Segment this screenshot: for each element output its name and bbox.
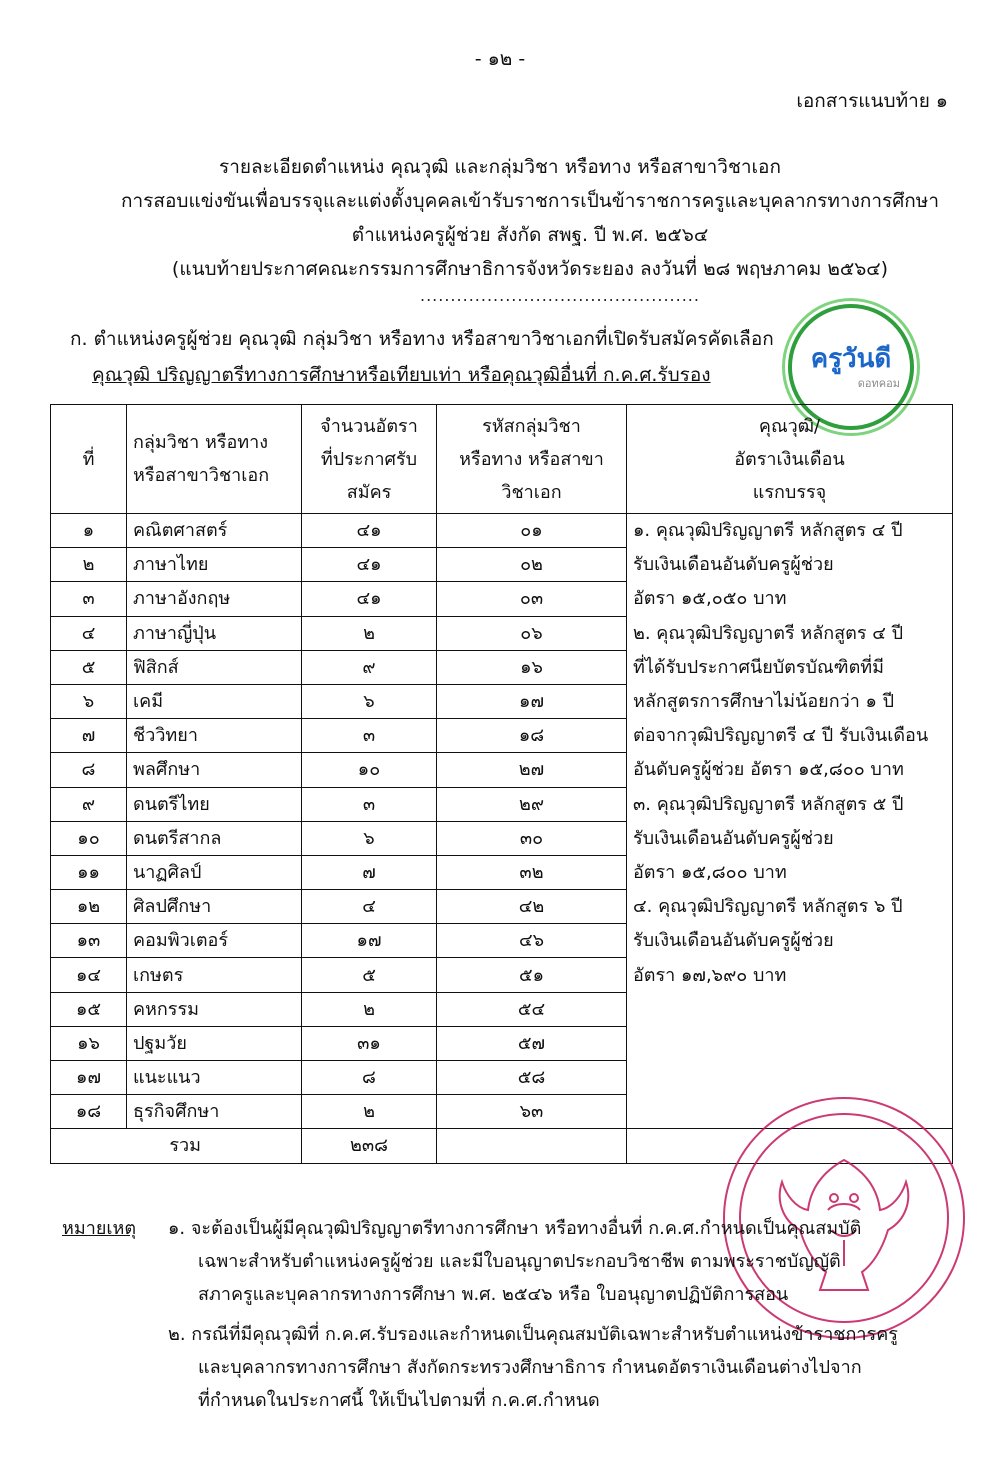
row-number: ๕ (51, 650, 127, 684)
row-vacancy-count: ๑๗ (302, 924, 437, 958)
row-number: ๑๔ (51, 958, 127, 992)
row-subject-code: ๕๑ (437, 958, 627, 992)
row-number: ๑๒ (51, 890, 127, 924)
row-subject-code: ๕๗ (437, 1026, 627, 1060)
header-count-line: จำนวนอัตรา (320, 415, 418, 437)
header-qualification (627, 405, 953, 514)
document-title (0, 150, 1000, 286)
row-number: ๑๐ (51, 821, 127, 855)
row-subject-code: ๑๗ (437, 684, 627, 718)
row-subject-group: ภาษาไทย (127, 548, 302, 582)
row-number: ๒ (51, 548, 127, 582)
row-subject-group: แนะแนว (127, 1061, 302, 1095)
row-subject-group: ดนตรีสากล (127, 821, 302, 855)
row-subject-code: ๕๔ (437, 992, 627, 1026)
attachment-label: เอกสารแนบท้าย ๑ (796, 90, 948, 112)
title-line-2: การสอบแข่งขันเพื่อบรรจุและแต่งตั้งบุคคลเข้ารับราชการเป็นข้าราชการครูและบุคลากรทางการศึกษา (121, 190, 939, 212)
header-count (302, 405, 437, 514)
row-number: ๑ (51, 514, 127, 548)
logo-sub-text: ดอทคอม (857, 377, 900, 390)
row-subject-code: ๓๒ (437, 855, 627, 889)
row-vacancy-count: ๓ (302, 787, 437, 821)
row-subject-code: ๔๒ (437, 890, 627, 924)
row-number: ๑๖ (51, 1026, 127, 1060)
row-qualification: ที่ได้รับประกาศนียบัตรบัณฑิตที่มี (627, 650, 953, 684)
row-subject-code: ๔๖ (437, 924, 627, 958)
row-number: ๑๘ (51, 1095, 127, 1129)
row-subject-code: ๐๒ (437, 548, 627, 582)
table-row (51, 1026, 953, 1060)
row-subject-group: เกษตร (127, 958, 302, 992)
header-code-line: วิชาเอก (501, 481, 562, 503)
note-line: สภาครูและบุคลากรทางการศึกษา พ.ศ. ๒๕๔๖ หรือ ใบอนุญาตปฏิบัติการสอน (198, 1284, 789, 1305)
note-line: ที่กำหนดในประกาศนี้ ให้เป็นไปตามที่ ก.ค.ศ.กำหนด (198, 1390, 600, 1411)
row-vacancy-count: ๖ (302, 684, 437, 718)
title-line-4: (แนบท้ายประกาศคณะกรรมการศึกษาธิการจังหวัดระยอง ลงวันที่ ๒๘ พฤษภาคม ๒๕๖๔) (171, 258, 889, 280)
row-vacancy-count: ๔๑ (302, 514, 437, 548)
row-subject-group: ภาษาอังกฤษ (127, 582, 302, 616)
row-qualification: รับเงินเดือนอันดับครูผู้ช่วย (627, 924, 953, 958)
table-row (51, 787, 953, 821)
row-subject-code: ๑๖ (437, 650, 627, 684)
row-vacancy-count: ๔๑ (302, 582, 437, 616)
header-code (437, 405, 627, 514)
row-number: ๑๓ (51, 924, 127, 958)
row-subject-code: ๑๘ (437, 719, 627, 753)
table-row (51, 616, 953, 650)
row-subject-group: นาฏศิลป์ (127, 855, 302, 889)
table-row (51, 719, 953, 753)
table-row (51, 684, 953, 718)
row-subject-group: เคมี (127, 684, 302, 718)
row-vacancy-count: ๒ (302, 1095, 437, 1129)
row-subject-code: ๐๖ (437, 616, 627, 650)
table-row (51, 753, 953, 787)
row-qualification: อันดับครูผู้ช่วย อัตรา ๑๕,๘๐๐ บาท (627, 753, 953, 787)
row-qualification (627, 992, 953, 1026)
row-subject-code: ๖๓ (437, 1095, 627, 1129)
header-count-line: สมัคร (346, 481, 392, 503)
row-qualification: ๒. คุณวุฒิปริญญาตรี หลักสูตร ๔ ปี (627, 616, 953, 650)
row-vacancy-count: ๓ (302, 719, 437, 753)
total-label: รวม (51, 1129, 302, 1163)
row-number: ๙ (51, 787, 127, 821)
header-code-line: รหัสกลุ่มวิชา (482, 415, 581, 437)
table-row (51, 924, 953, 958)
header-qual-line: อัตราเงินเดือน (734, 448, 845, 470)
table-row (51, 958, 953, 992)
header-qual-line: แรกบรรจุ (752, 481, 827, 503)
note-item-1 (168, 1212, 938, 1311)
row-subject-group: ฟิสิกส์ (127, 650, 302, 684)
qualification-heading: คุณวุฒิ ปริญญาตรีทางการศึกษาหรือเทียบเท่า หรือคุณวุฒิอื่นที่ ก.ค.ศ.รับรอง (92, 364, 711, 386)
row-subject-code: ๐๓ (437, 582, 627, 616)
row-subject-group: คณิตศาสตร์ (127, 514, 302, 548)
row-vacancy-count: ๙ (302, 650, 437, 684)
notes-label: หมายเหตุ (62, 1218, 137, 1239)
table-row (51, 650, 953, 684)
table-row (51, 992, 953, 1026)
row-vacancy-count: ๑๐ (302, 753, 437, 787)
page-number: - ๑๒ - (474, 48, 526, 70)
row-qualification: อัตรา ๑๕,๘๐๐ บาท (627, 855, 953, 889)
row-qualification: ๔. คุณวุฒิปริญญาตรี หลักสูตร ๖ ปี (627, 890, 953, 924)
row-subject-group: ธุรกิจศึกษา (127, 1095, 302, 1129)
row-number: ๖ (51, 684, 127, 718)
table-row (51, 548, 953, 582)
row-qualification: รับเงินเดือนอันดับครูผู้ช่วย (627, 821, 953, 855)
row-subject-group: ชีววิทยา (127, 719, 302, 753)
header-group-line: กลุ่มวิชา หรือทาง (133, 432, 269, 453)
positions-table (50, 404, 953, 1164)
row-qualification: รับเงินเดือนอันดับครูผู้ช่วย (627, 548, 953, 582)
row-qualification: หลักสูตรการศึกษาไม่น้อยกว่า ๑ ปี (627, 684, 953, 718)
row-qualification: ๓. คุณวุฒิปริญญาตรี หลักสูตร ๕ ปี (627, 787, 953, 821)
row-subject-code: ๐๑ (437, 514, 627, 548)
header-qual-line: คุณวุฒิ/ (758, 415, 821, 437)
row-qualification (627, 1026, 953, 1060)
table-header-row (51, 405, 953, 514)
row-vacancy-count: ๗ (302, 855, 437, 889)
row-vacancy-count: ๒ (302, 616, 437, 650)
note-line: ๑. จะต้องเป็นผู้มีคุณวุฒิปริญญาตรีทางการศึกษา หรือทางอื่นที่ ก.ค.ศ.กำหนดเป็นคุณสมบัติ (168, 1218, 862, 1239)
row-qualification: ต่อจากวุฒิปริญญาตรี ๔ ปี รับเงินเดือน (627, 719, 953, 753)
row-number: ๑๑ (51, 855, 127, 889)
table-row (51, 890, 953, 924)
total-value: ๒๓๘ (302, 1129, 437, 1163)
row-number: ๗ (51, 719, 127, 753)
row-number: ๔ (51, 616, 127, 650)
row-qualification: อัตรา ๑๗,๖๙๐ บาท (627, 958, 953, 992)
note-line: เฉพาะสำหรับตำแหน่งครูผู้ช่วย และมีใบอนุญาตประกอบวิชาชีพ ตามพระราชบัญญัติ (198, 1251, 841, 1272)
row-vacancy-count: ๒ (302, 992, 437, 1026)
section-heading: ก. ตำแหน่งครูผู้ช่วย คุณวุฒิ กลุ่มวิชา หรือทาง หรือสาขาวิชาเอกที่เปิดรับสมัครคัดเลือก (70, 328, 774, 350)
table-row (51, 821, 953, 855)
note-item-2 (168, 1318, 938, 1417)
separator-dots: .............................................. (420, 286, 700, 305)
row-vacancy-count: ๔ (302, 890, 437, 924)
row-number: ๑๗ (51, 1061, 127, 1095)
row-vacancy-count: ๔๑ (302, 548, 437, 582)
row-subject-group: พลศึกษา (127, 753, 302, 787)
row-vacancy-count: ๓๑ (302, 1026, 437, 1060)
row-subject-code: ๒๗ (437, 753, 627, 787)
table-row (51, 514, 953, 548)
title-line-1: รายละเอียดตำแหน่ง คุณวุฒิ และกลุ่มวิชา หรือทาง หรือสาขาวิชาเอก (219, 156, 781, 178)
note-line: ๒. กรณีที่มีคุณวุฒิที่ ก.ค.ศ.รับรองและกำหนดเป็นคุณสมบัติเฉพาะสำหรับตำแหน่งข้าราชการครู (168, 1324, 898, 1345)
row-subject-code: ๓๐ (437, 821, 627, 855)
header-count-line: ที่ประกาศรับ (320, 448, 418, 470)
row-number: ๘ (51, 753, 127, 787)
row-subject-code: ๒๙ (437, 787, 627, 821)
logo-brand-text: ครูวันดี (810, 344, 892, 374)
title-line-3: ตำแหน่งครูผู้ช่วย สังกัด สพฐ. ปี พ.ศ. ๒๕๖๔ (351, 224, 709, 246)
header-code-line: หรือทาง หรือสาขา (459, 448, 604, 470)
row-subject-group: ปฐมวัย (127, 1026, 302, 1060)
total-empty (437, 1129, 627, 1163)
header-group (127, 405, 302, 514)
row-vacancy-count: ๕ (302, 958, 437, 992)
row-subject-group: คหกรรม (127, 992, 302, 1026)
row-number: ๓ (51, 582, 127, 616)
row-qualification: อัตรา ๑๕,๐๕๐ บาท (627, 582, 953, 616)
row-vacancy-count: ๘ (302, 1061, 437, 1095)
table-row (51, 855, 953, 889)
row-subject-code: ๕๘ (437, 1061, 627, 1095)
row-vacancy-count: ๖ (302, 821, 437, 855)
note-line: และบุคลากรทางการศึกษา สังกัดกระทรวงศึกษาธิการ กำหนดอัตราเงินเดือนต่างไปจาก (198, 1357, 862, 1378)
table-body (51, 514, 953, 1129)
header-no: ที่ (51, 405, 127, 514)
row-subject-group: คอมพิวเตอร์ (127, 924, 302, 958)
table-row (51, 582, 953, 616)
row-subject-group: ศิลปศึกษา (127, 890, 302, 924)
row-number: ๑๕ (51, 992, 127, 1026)
header-group-line: หรือสาขาวิชาเอก (133, 465, 270, 486)
row-subject-group: ดนตรีไทย (127, 787, 302, 821)
row-qualification: ๑. คุณวุฒิปริญญาตรี หลักสูตร ๔ ปี (627, 514, 953, 548)
row-subject-group: ภาษาญี่ปุ่น (127, 616, 302, 650)
